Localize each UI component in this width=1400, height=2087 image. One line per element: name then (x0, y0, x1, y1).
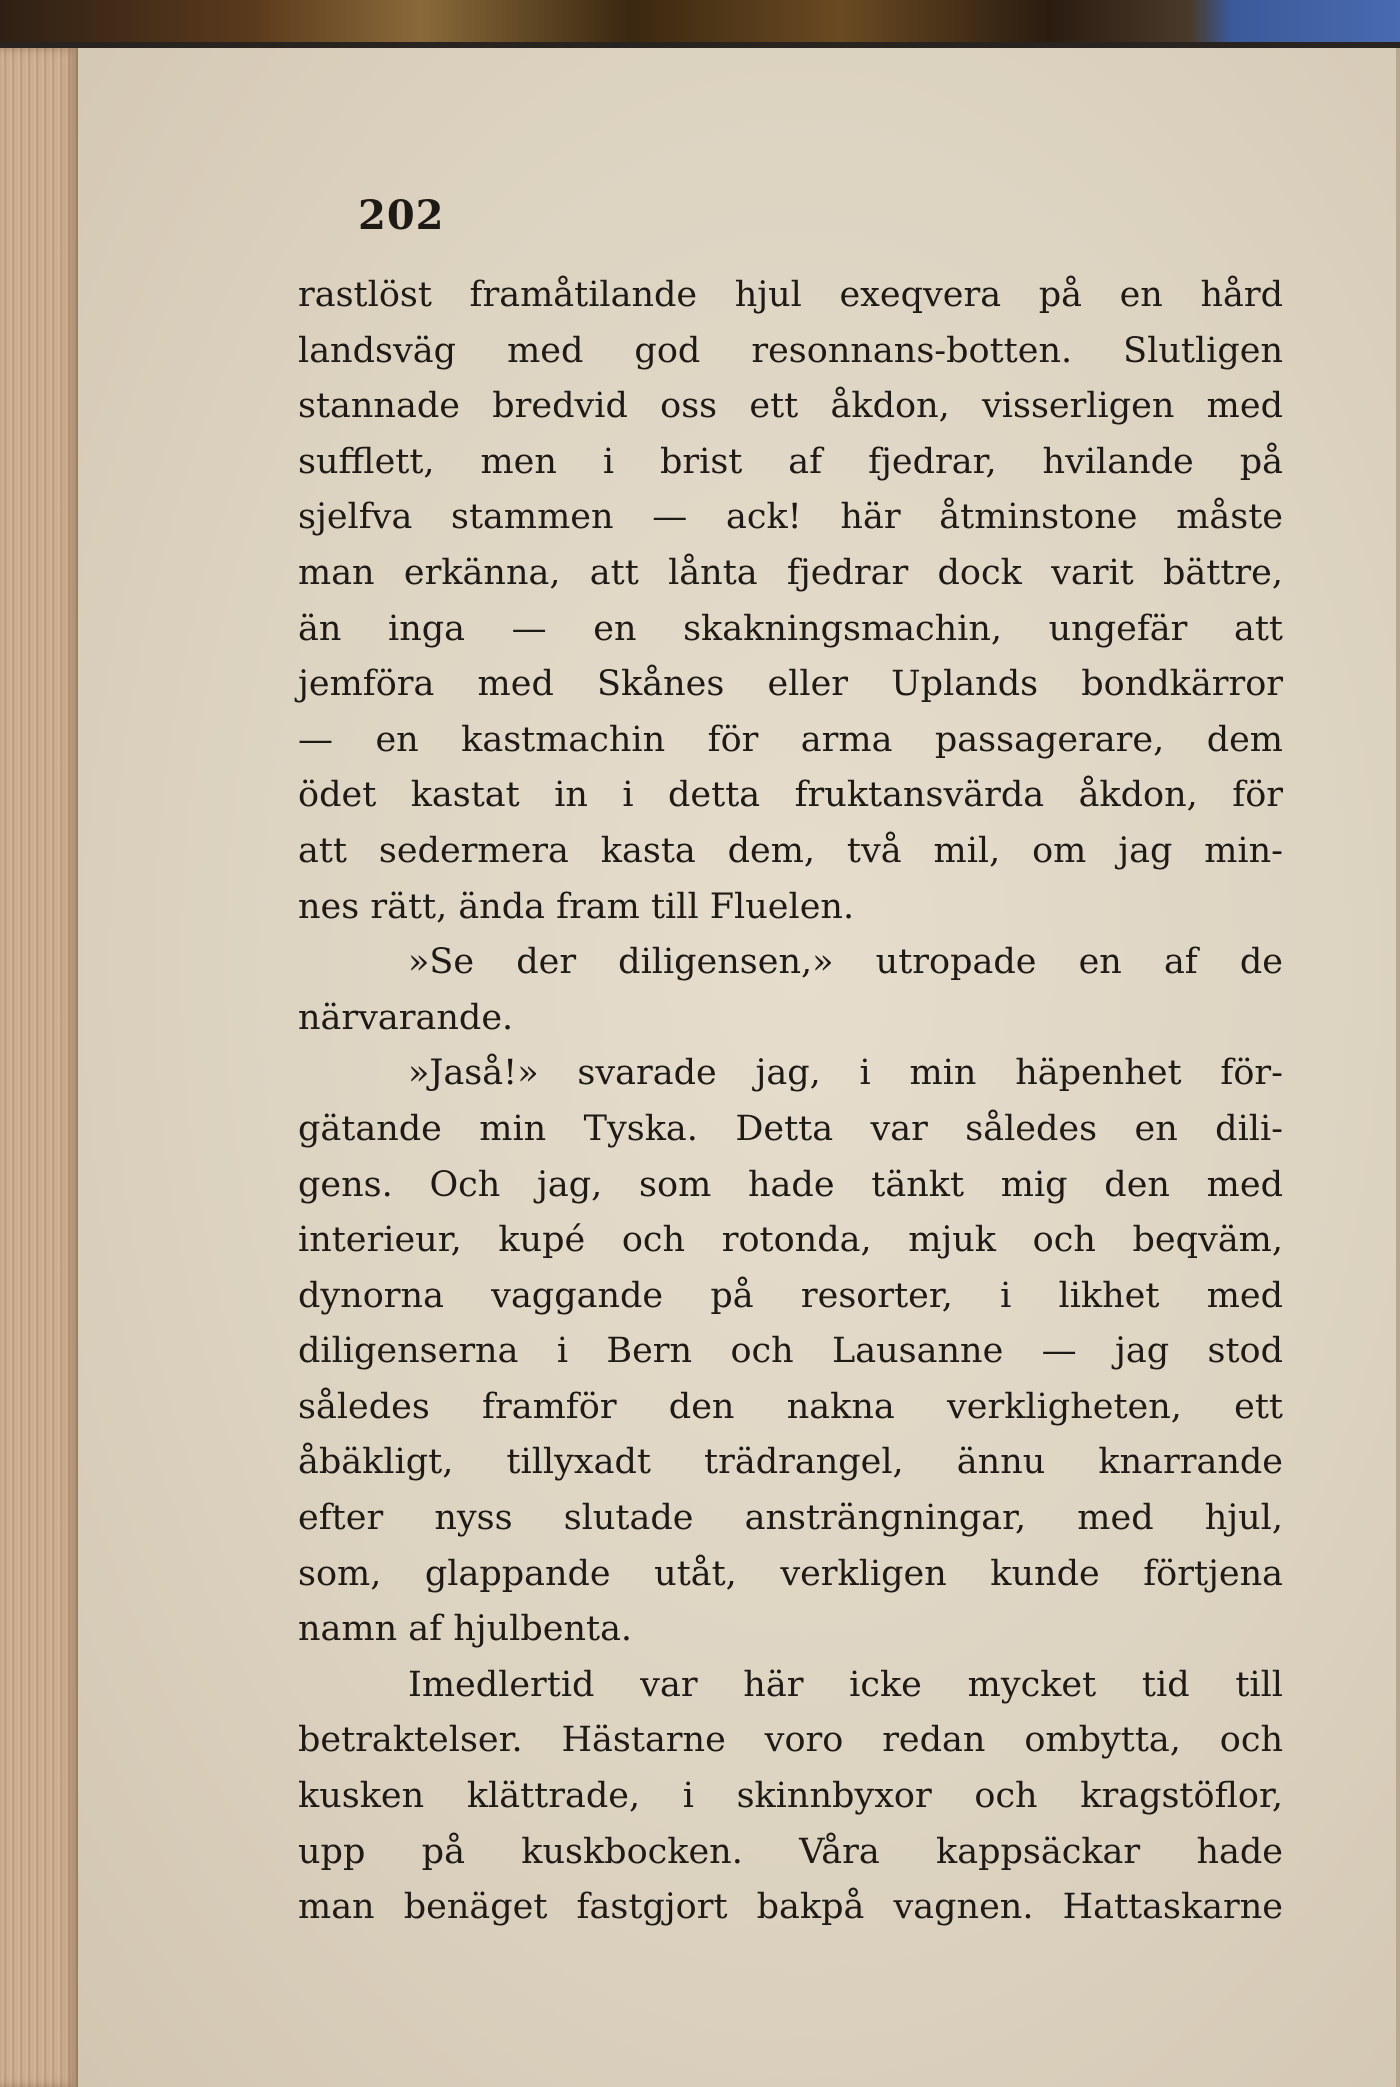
text-line: än inga — en skakningsmachin, ungefär att (298, 608, 1283, 649)
text-line: stannade bredvid oss ett åkdon, visserligen med (298, 386, 1283, 427)
text-line: dynorna vaggande på resorter, i likhet med (298, 1275, 1283, 1316)
text-line: »Jaså!» svarade jag, i min häpenhet för- (408, 1053, 1283, 1094)
text-line: ödet kastat in i detta fruktansvärda åkdon, för (298, 775, 1283, 816)
text-line: åbäkligt, tillyxadt trädrangel, ännu knarrande (298, 1442, 1283, 1483)
text-line: man erkänna, att lånta fjedrar dock varit bättre, (298, 552, 1283, 593)
text-line: jemföra med Skånes eller Uplands bondkärror (298, 664, 1283, 705)
text-line: således framför den nakna verkligheten, ett (298, 1386, 1283, 1427)
text-line: sufflett, men i brist af fjedrar, hvilande på (298, 441, 1283, 482)
text-line: närvarande. (298, 997, 514, 1038)
text-line: sjelfva stammen — ack! här åtminstone måste (298, 497, 1283, 538)
text-line: »Se der diligensen,» utropade en af de (408, 942, 1283, 983)
text-line: diligenserna i Bern och Lausanne — jag stod (298, 1331, 1283, 1372)
text-line: — en kastmachin för arma passagerare, dem (298, 719, 1283, 760)
text-line: upp på kuskbocken. Våra kappsäckar hade (298, 1831, 1283, 1872)
text-line: att sedermera kasta dem, två mil, om jag min- (298, 830, 1283, 871)
page-edges-left (0, 48, 78, 2087)
text-line: landsväg med god resonnans-botten. Slutligen (298, 330, 1283, 371)
text-line: nes rätt, ända fram till Fluelen. (298, 886, 855, 927)
page-edge-right (1396, 48, 1400, 2087)
text-line: som, glappande utåt, verkligen kunde förtjena (298, 1553, 1283, 1594)
text-line: interieur, kupé och rotonda, mjuk och beqväm, (298, 1220, 1283, 1261)
text-line: kusken klättrade, i skinnbyxor och kragstöflor, (298, 1776, 1283, 1817)
text-line: rastlöst framåtilande hjul exeqvera på en hård (298, 275, 1283, 315)
text-line: betraktelser. Hästarne voro redan ombytta, och (298, 1720, 1283, 1761)
page-number: 202 (358, 192, 445, 239)
text-line: gätande min Tyska. Detta var således en dili- (298, 1108, 1283, 1149)
text-line: man benäget fastgjort bakpå vagnen. Hattaskarne (298, 1887, 1283, 1928)
body-text (298, 268, 1283, 1936)
text-line: gens. Och jag, som hade tänkt mig den med (298, 1164, 1283, 1205)
text-line: Imedlertid var här icke mycket tid till (408, 1664, 1283, 1705)
text-line: efter nyss slutade ansträngningar, med hjul, (298, 1498, 1283, 1539)
text-line: namn af hjulbenta. (298, 1609, 633, 1650)
book-binding-top (0, 0, 1400, 48)
